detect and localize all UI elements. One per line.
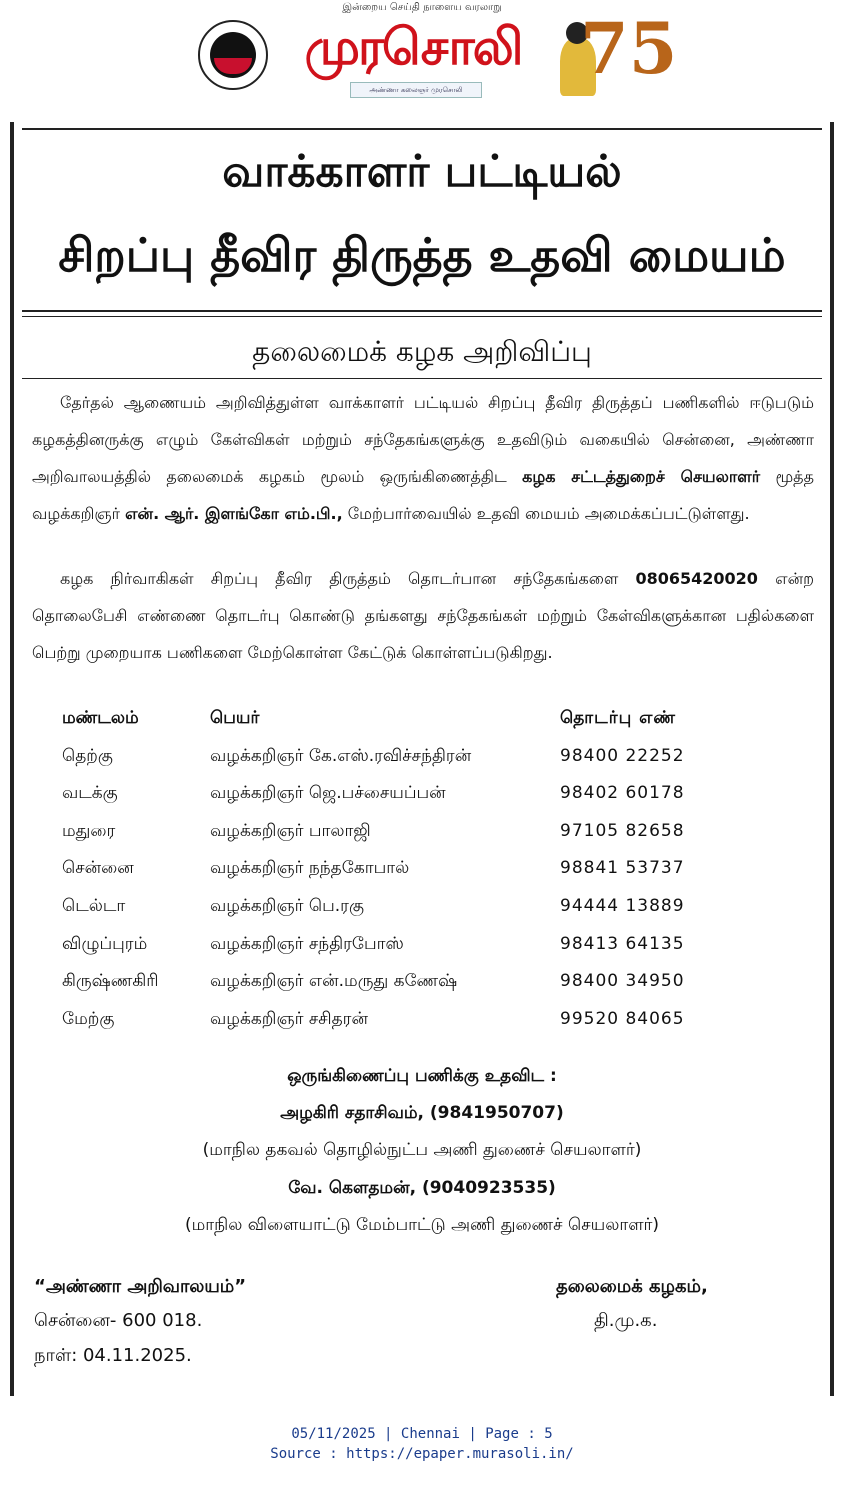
coordination-heading: ஒருங்கிணைப்பு பணிக்கு உதவிட : <box>287 1066 557 1086</box>
para1-bold-1: கழக சட்டத்துறைச் செயலாளர் <box>522 467 761 486</box>
para1-text-3: மேற்பார்வையில் உதவி மையம் அமைக்கப்பட்டுள்ளது. <box>342 504 750 523</box>
cell-name: வழக்கறிஞர் ஜெ.பச்சையப்பன் <box>210 783 446 804</box>
anniversary-number: 75 <box>580 7 678 90</box>
header-name: பெயர் <box>210 708 260 728</box>
para1-bold-2: என். ஆர். இளங்கோ எம்.பி., <box>125 504 343 523</box>
table-row <box>62 850 782 888</box>
para1-text-1: தேர்தல் ஆணையம் அறிவித்துள்ள வாக்காளர் பட்டியல் சிறப்பு தீவிர திருத்தப் பணிகளில் ஈடுபடும் கழகத்தினருக்கு எழும் கேள்விகள் மற்றும் சந்தேகங்களுக்கு உதவிடும் வகையில் சென்னை, அண்ணா அறிவாலயத்தில் தலைமைக் கழகம் மூலம் ஒருங்கிணைத்திட <box>32 393 814 486</box>
para2-text-2: என்ற தொலைபேசி எண்ணை தொடர்பு கொண்டு தங்களது சந்தேகங்கள் மற்றும் கேள்விகளுக்கான பதில்களை பெற்று முறையாக பணிகளை மேற்கொள்ள கேட்டுக் கொள்ளப்படுகிறது. <box>32 569 814 662</box>
notice-subtitle: தலைமைக் கழக அறிவிப்பு <box>252 335 592 368</box>
paragraph-1 <box>32 384 814 532</box>
newspaper-logo: முரசொலி <box>304 18 522 76</box>
table-row <box>62 1001 782 1039</box>
divider-thin <box>22 316 822 317</box>
subtitle-rule <box>22 378 822 379</box>
edition-info: 05/11/2025 | Chennai | Page : 5 <box>291 1426 553 1442</box>
paragraph-2 <box>32 560 814 671</box>
cell-zone: தெற்கு <box>62 745 113 766</box>
cell-phone: 98413 64135 <box>560 933 685 954</box>
coordinator-1-role: (மாநில தகவல் தொழில்நுட்ப அணி துணைச் செயலாளர்) <box>202 1140 642 1160</box>
cell-phone: 97105 82658 <box>560 820 685 841</box>
notice-title-line1: வாக்காளர் பட்டியல் <box>222 146 622 197</box>
source-info <box>0 1424 844 1464</box>
table-row <box>62 775 782 813</box>
coordinator-1: அழகிரி சதாசிவம், (9841950707) <box>280 1103 564 1123</box>
coordinator-2-role: (மாநில விளையாட்டு மேம்பாட்டு அணி துணைச் செயலாளர்) <box>184 1215 660 1235</box>
cell-name: வழக்கறிஞர் பாலாஜி <box>210 820 371 841</box>
footer-address-line1: “அண்ணா அறிவாலயம்” <box>34 1276 247 1297</box>
table-row <box>62 813 782 851</box>
cell-phone: 98841 53737 <box>560 858 685 879</box>
divider <box>22 310 822 312</box>
table-row <box>62 963 782 1001</box>
table-row <box>62 888 782 926</box>
masthead-tagline: இன்றைய செய்தி நாளைய வரலாறு <box>342 2 502 13</box>
table-row <box>62 738 782 776</box>
header-contact: தொடர்பு எண் <box>560 708 677 728</box>
helpline-number: 08065420020 <box>635 569 758 588</box>
cell-name: வழக்கறிஞர் சந்திரபோஸ் <box>210 933 404 954</box>
coordinator-2: வே. கௌதமன், (9040923535) <box>288 1178 556 1198</box>
cell-zone: வடக்கு <box>62 783 118 804</box>
cell-zone: சென்னை <box>62 858 134 879</box>
cell-zone: விழுப்புரம் <box>62 933 148 954</box>
footer-address-line2: சென்னை- 600 018. <box>34 1310 203 1331</box>
notice-title-line2: சிறப்பு தீவிர திருத்த உதவி மையம் <box>58 228 786 282</box>
para1-text-2: மூத்த வழக்கறிஞர் <box>32 467 815 523</box>
anniversary-badge <box>560 7 678 100</box>
cell-zone: மதுரை <box>62 820 116 841</box>
cell-phone: 98400 34950 <box>560 971 685 992</box>
cell-phone: 99520 84065 <box>560 1008 685 1029</box>
cell-name: வழக்கறிஞர் பெ.ரகு <box>210 895 364 916</box>
cell-phone: 98402 60178 <box>560 783 685 804</box>
logo-subtitle: அண்ணா கலைஞர் முரசொலி <box>350 82 482 98</box>
top-rule <box>22 128 822 130</box>
source-link[interactable]: Source : https://epaper.murasoli.in/ <box>270 1446 574 1462</box>
cell-phone: 98400 22252 <box>560 745 685 766</box>
table-header <box>62 700 782 738</box>
table-row <box>62 926 782 964</box>
cell-name: வழக்கறிஞர் நந்தகோபால் <box>210 858 410 879</box>
cell-zone: கிருஷ்ணகிரி <box>62 971 159 992</box>
footer-date: நாள்: 04.11.2025. <box>34 1345 192 1366</box>
cell-zone: மேற்கு <box>62 1008 115 1029</box>
cell-name: வழக்கறிஞர் கே.எஸ்.ரவிச்சந்திரன் <box>210 745 472 766</box>
para2-text-1: கழக நிர்வாகிகள் சிறப்பு தீவிர திருத்தம் தொடர்பான சந்தேகங்களை <box>60 569 636 588</box>
cell-name: வழக்கறிஞர் சசிதரன் <box>210 1008 368 1029</box>
cell-phone: 94444 13889 <box>560 895 685 916</box>
cell-name: வழக்கறிஞர் என்.மருது கணேஷ் <box>210 971 458 992</box>
party-emblem-icon <box>198 20 268 90</box>
header-zone: மண்டலம் <box>62 708 139 728</box>
cell-zone: டெல்டா <box>62 895 126 916</box>
contact-table <box>62 700 782 1038</box>
footer-party: தி.மு.க. <box>594 1310 658 1331</box>
footer-signatory: தலைமைக் கழகம், <box>556 1276 708 1297</box>
masthead <box>0 0 844 110</box>
